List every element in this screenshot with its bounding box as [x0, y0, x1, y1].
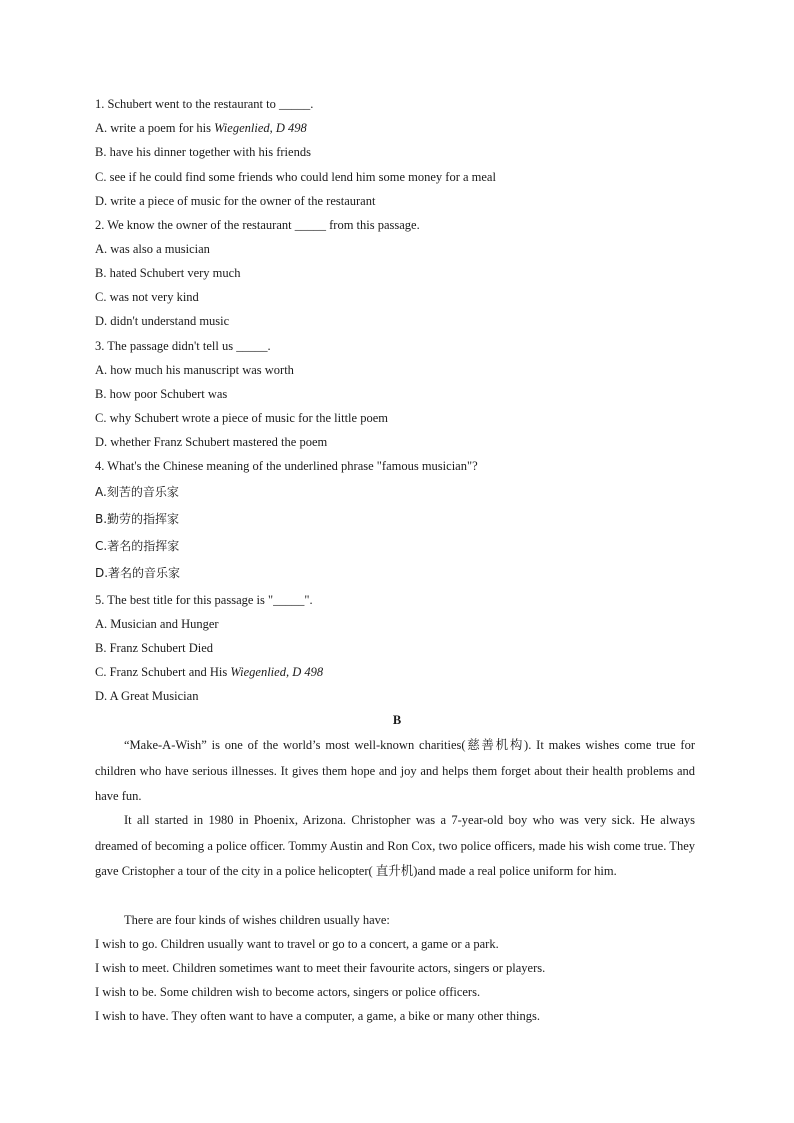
question-3-option-a: A. how much his manuscript was worth	[95, 363, 294, 377]
question-4-stem: 4. What's the Chinese meaning of the underlined phrase "famous musician"?	[95, 459, 478, 473]
paragraph-1: “Make-A-Wish” is one of the world’s most well-known charities(慈善机构). It makes wishes come true for children who have serious illnesses. It gives them hope and joy and helps them forget about their health problems and have fun.	[95, 738, 695, 803]
question-3-option-c: C. why Schubert wrote a piece of music for the little poem	[95, 411, 388, 425]
wish-item: I wish to be. Some children wish to become actors, singers or police officers.	[95, 985, 481, 999]
question-2-option-a: A. was also a musician	[95, 242, 210, 256]
question-3-option-b: B. how poor Schubert was	[95, 387, 228, 401]
question-4-option-a: A.刻苦的音乐家	[95, 485, 179, 499]
question-2-stem: 2. We know the owner of the restaurant _____ from this passage.	[95, 218, 420, 232]
question-4-option-d: D.著名的音乐家	[95, 566, 181, 580]
wish-item: I wish to meet. Children sometimes want to meet their favourite actors, singers or players.	[95, 961, 546, 975]
question-1-option-d: D. write a piece of music for the owner of the restaurant	[95, 194, 376, 208]
question-3-option-d: D. whether Franz Schubert mastered the poem	[95, 435, 328, 449]
question-3-stem: 3. The passage didn't tell us _____.	[95, 339, 271, 353]
question-5-stem: 5. The best title for this passage is "_____".	[95, 593, 313, 607]
question-2-option-c: C. was not very kind	[95, 290, 199, 304]
question-2-option-d: D. didn't understand music	[95, 314, 230, 328]
question-5-option-a: A. Musician and Hunger	[95, 617, 219, 631]
question-4-option-c: C.著名的指挥家	[95, 539, 180, 553]
question-1-option-c: C. see if he could find some friends who could lend him some money for a meal	[95, 170, 496, 184]
section-heading: B	[392, 713, 402, 727]
question-1-option-a: A. write a poem for his Wiegenlied, D 498	[95, 121, 307, 135]
wish-item: I wish to go. Children usually want to travel or go to a concert, a game or a park.	[95, 937, 499, 951]
question-5-option-b: B. Franz Schubert Died	[95, 641, 214, 655]
question-2-option-b: B. hated Schubert very much	[95, 266, 241, 280]
question-1-stem: 1. Schubert went to the restaurant to _____.	[95, 97, 314, 111]
paragraph-3: There are four kinds of wishes children usually have:	[124, 913, 390, 927]
question-4-option-b: B.勤劳的指挥家	[95, 512, 180, 526]
question-5-option-d: D. A Great Musician	[95, 689, 199, 703]
wish-item: I wish to have. They often want to have a computer, a game, a bike or many other things.	[95, 1009, 540, 1023]
paragraph-2: It all started in 1980 in Phoenix, Arizona. Christopher was a 7-year-old boy who was very sick. He always dreamed of becoming a police officer. Tommy Austin and Ron Cox, two police officers, made his wish come true. They gave Cristopher a tour of the city in a police helicopter( 直升机)and made a real police uniform for him.	[95, 813, 695, 878]
question-1-option-b: B. have his dinner together with his friends	[95, 145, 311, 159]
question-5-option-c: C. Franz Schubert and His Wiegenlied, D 498	[95, 665, 324, 679]
